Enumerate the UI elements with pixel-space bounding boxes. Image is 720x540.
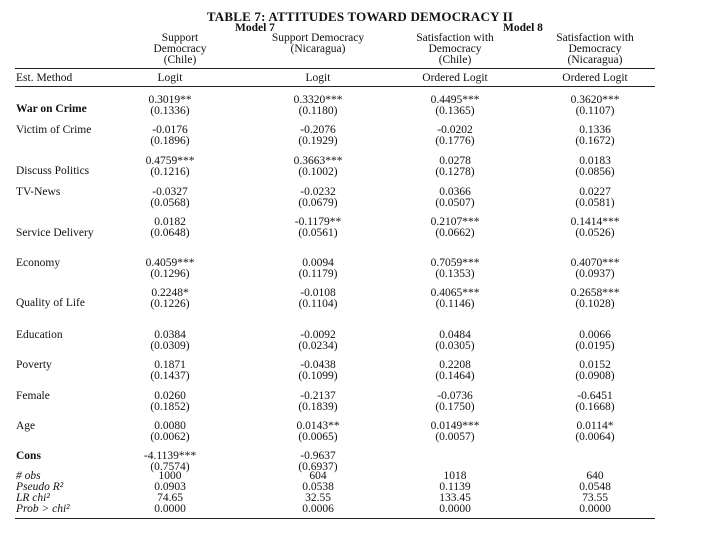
header-rule-bottom	[15, 86, 655, 87]
coef-cell: 0.2658***	[570, 287, 620, 299]
se-cell: (0.1028)	[575, 298, 615, 310]
method-cell: Logit	[305, 72, 331, 84]
table-title: TABLE 7: ATTITUDES TOWARD DEMOCRACY II	[206, 9, 514, 24]
coef-cell: -0.0202	[437, 124, 473, 136]
se-cell: (0.0856)	[575, 166, 615, 178]
coef-cell: 0.2208	[439, 359, 471, 371]
stat-label: LR chi²	[16, 492, 50, 504]
se-cell: (0.0568)	[150, 197, 190, 209]
se-cell: (0.0581)	[575, 197, 615, 209]
se-cell: (0.1296)	[150, 268, 190, 280]
se-cell: (0.1104)	[298, 298, 338, 310]
method-cell: Ordered Logit	[422, 72, 488, 84]
stat-cell: 0.0000	[439, 503, 471, 515]
coef-cell: 0.0366	[439, 186, 471, 198]
se-cell: (0.0526)	[575, 227, 615, 239]
coef-cell: 0.1414***	[570, 216, 620, 228]
header-col-4	[520, 33, 670, 66]
se-cell: (0.0065)	[298, 431, 338, 443]
se-cell: (0.1896)	[150, 135, 190, 147]
row-label: War on Crime	[16, 103, 87, 115]
coef-cell: 0.0143**	[296, 420, 340, 432]
header-col-1-line: (Chile)	[163, 54, 197, 66]
se-cell: (0.1180)	[298, 105, 338, 117]
se-cell: (0.1929)	[298, 135, 338, 147]
se-cell: (0.1146)	[435, 298, 475, 310]
se-cell: (0.1464)	[435, 370, 475, 382]
se-cell: (0.1776)	[435, 135, 475, 147]
header-col-1-line: Support	[161, 32, 199, 44]
se-cell: (0.0305)	[435, 340, 475, 352]
header-col-3	[380, 33, 530, 66]
coef-cell: -0.0327	[152, 186, 188, 198]
coef-cell: 0.0149***	[430, 420, 480, 432]
se-cell: (0.0561)	[298, 227, 338, 239]
stat-cell: 0.0538	[302, 481, 334, 493]
row-label: Victim of Crime	[16, 124, 92, 136]
coef-cell: 0.2107***	[430, 216, 480, 228]
coef-cell: 0.0260	[154, 390, 186, 402]
coef-cell: -0.9637	[300, 450, 336, 462]
se-cell: (0.1839)	[298, 401, 338, 413]
stat-cell: 133.45	[439, 492, 471, 504]
se-cell: (0.1179)	[298, 268, 338, 280]
coef-cell: 0.3019**	[148, 94, 192, 106]
method-cell: Ordered Logit	[562, 72, 628, 84]
coef-cell: 0.3620***	[570, 94, 620, 106]
coef-cell: 0.0152	[579, 359, 611, 371]
stat-cell: 32.55	[305, 492, 331, 504]
coef-cell: -0.1179**	[294, 216, 342, 228]
row-label: Economy	[16, 257, 61, 269]
se-cell: (0.1002)	[298, 166, 338, 178]
coef-cell: 0.0094	[302, 257, 334, 269]
stat-label: Pseudo R²	[16, 481, 64, 493]
se-cell: (0.1278)	[435, 166, 475, 178]
header-col-4-line: Democracy	[568, 43, 622, 55]
stat-label: Prob > chi²	[16, 503, 70, 515]
model-7-label: Model 7	[235, 22, 275, 34]
se-cell: (0.1099)	[298, 370, 338, 382]
method-label: Est. Method	[16, 72, 73, 84]
se-cell: (0.1353)	[435, 268, 475, 280]
coef-cell: 0.4759***	[145, 155, 195, 167]
se-cell: (0.1672)	[575, 135, 615, 147]
row-label: Discuss Politics	[16, 165, 90, 177]
stat-cell: 74.65	[157, 492, 183, 504]
header-col-3-line: (Chile)	[438, 54, 472, 66]
stat-cell: 640	[586, 470, 604, 482]
coef-cell: 0.1871	[154, 359, 186, 371]
coef-cell: -0.0438	[300, 359, 336, 371]
se-cell: (0.1216)	[150, 166, 190, 178]
se-cell: (0.0057)	[435, 431, 475, 443]
se-cell: (0.0062)	[150, 431, 190, 443]
coef-cell: 0.3663***	[293, 155, 343, 167]
stat-cell: 604	[309, 470, 327, 482]
coef-cell: -0.0232	[300, 186, 336, 198]
row-label: Female	[16, 390, 50, 402]
header-rule-top	[15, 68, 655, 69]
coef-cell: -0.0176	[152, 124, 188, 136]
coef-cell: -0.2137	[300, 390, 336, 402]
se-cell: (0.1226)	[150, 298, 190, 310]
row-label: TV-News	[16, 186, 61, 198]
se-cell: (0.7574)	[150, 461, 190, 473]
header-col-2	[243, 33, 393, 55]
se-cell: (0.1750)	[435, 401, 475, 413]
coef-cell: 0.1336	[579, 124, 611, 136]
coef-cell: 0.0080	[154, 420, 186, 432]
se-cell: (0.0507)	[435, 197, 475, 209]
coef-cell: 0.0114*	[576, 420, 614, 432]
coef-cell: 0.0278	[439, 155, 471, 167]
se-cell: (0.0937)	[575, 268, 615, 280]
coef-cell: -0.2076	[300, 124, 336, 136]
row-label: Cons	[16, 450, 41, 462]
se-cell: (0.6937)	[298, 461, 338, 473]
header-col-2-line: Support Democracy	[271, 32, 365, 44]
coef-cell: 0.0183	[579, 155, 611, 167]
coef-cell: 0.0182	[154, 216, 186, 228]
se-cell: (0.0679)	[298, 197, 338, 209]
stat-label: # obs	[16, 470, 41, 482]
header-col-3-line: Satisfaction with	[416, 32, 494, 44]
table-bottom-rule	[15, 518, 655, 519]
stat-cell: 0.0000	[154, 503, 186, 515]
coef-cell: 0.4070***	[570, 257, 620, 269]
coef-cell: -4.1139***	[143, 450, 197, 462]
coef-cell: 0.3320***	[293, 94, 343, 106]
model-8-label: Model 8	[503, 22, 543, 34]
coef-cell: 0.2248*	[151, 287, 189, 299]
header-col-2-line: (Nicaragua)	[290, 43, 346, 55]
se-cell: (0.1365)	[435, 105, 475, 117]
stat-cell: 0.0006	[302, 503, 334, 515]
se-cell: (0.0309)	[150, 340, 190, 352]
se-cell: (0.0195)	[575, 340, 615, 352]
coef-cell: 0.4495***	[430, 94, 480, 106]
se-cell: (0.1437)	[150, 370, 190, 382]
coef-cell: 0.0227	[579, 186, 611, 198]
coef-cell: 0.4065***	[430, 287, 480, 299]
se-cell: (0.1668)	[575, 401, 615, 413]
stat-cell: 0.0000	[579, 503, 611, 515]
se-cell: (0.0234)	[298, 340, 338, 352]
method-cell: Logit	[157, 72, 183, 84]
stat-cell: 73.55	[582, 492, 608, 504]
row-label: Poverty	[16, 359, 52, 371]
header-col-3-line: Democracy	[428, 43, 482, 55]
stat-cell: 0.0903	[154, 481, 186, 493]
row-label: Quality of Life	[16, 297, 85, 309]
header-col-1	[105, 33, 255, 66]
stat-cell: 0.1139	[439, 481, 471, 493]
se-cell: (0.1336)	[150, 105, 190, 117]
row-label: Education	[16, 329, 63, 341]
header-col-1-line: Democracy	[153, 43, 207, 55]
coef-cell: 0.0066	[579, 329, 611, 341]
se-cell: (0.1852)	[150, 401, 190, 413]
coef-cell: 0.7059***	[430, 257, 480, 269]
coef-cell: -0.6451	[577, 390, 613, 402]
coef-cell: 0.0484	[439, 329, 471, 341]
coef-cell: -0.0092	[300, 329, 336, 341]
stat-cell: 0.0548	[579, 481, 611, 493]
se-cell: (0.0648)	[150, 227, 190, 239]
row-label: Age	[16, 420, 36, 432]
coef-cell: -0.0108	[300, 287, 336, 299]
coef-cell: 0.0384	[154, 329, 186, 341]
se-cell: (0.0908)	[575, 370, 615, 382]
header-col-4-line: Satisfaction with	[556, 32, 634, 44]
header-col-4-line: (Nicaragua)	[567, 54, 623, 66]
coef-cell: 0.4059***	[145, 257, 195, 269]
se-cell: (0.0064)	[575, 431, 615, 443]
stat-cell: 1018	[443, 470, 467, 482]
se-cell: (0.0662)	[435, 227, 475, 239]
se-cell: (0.1107)	[575, 105, 615, 117]
stat-cell: 1000	[158, 470, 182, 482]
row-label: Service Delivery	[16, 227, 94, 239]
coef-cell: -0.0736	[437, 390, 473, 402]
